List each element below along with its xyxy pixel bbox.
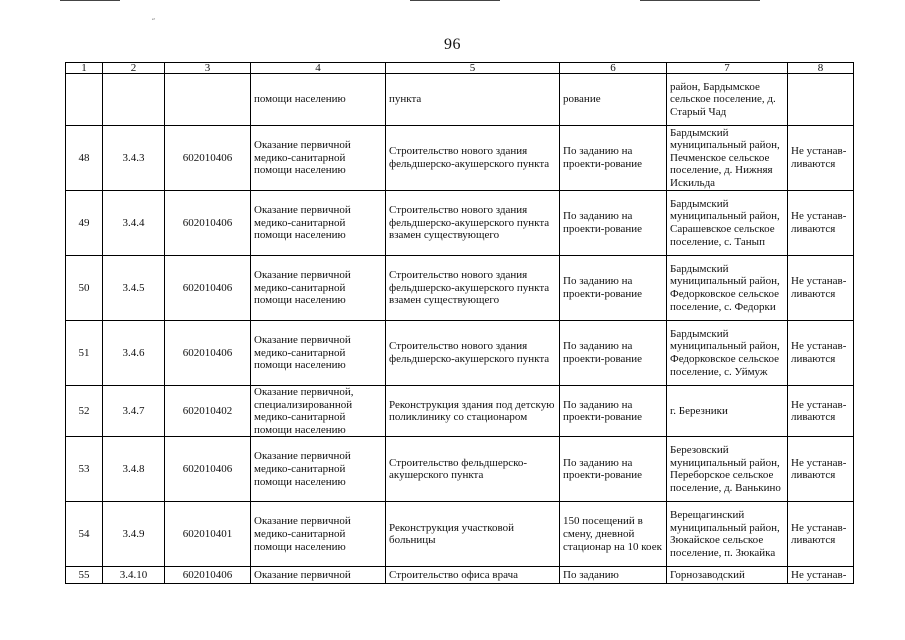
cell-purpose: Оказание первичной (251, 567, 386, 584)
cell-zone: Не устанав- (788, 567, 854, 584)
cell-purpose: Оказание первичной медико-санитарной помощи населению (251, 126, 386, 191)
top-edge-line-mid (410, 0, 500, 1)
cell-classifier: 602010406 (165, 256, 251, 321)
cell-classifier: 602010406 (165, 437, 251, 502)
cell-location: Горнозаводский (667, 567, 788, 584)
cell-zone: Не устанав-ливаются (788, 191, 854, 256)
cell-work-type: Реконструкция здания под детскую поликлинику со стационаром (386, 386, 560, 437)
cell-zone: Не устанав-ливаются (788, 386, 854, 437)
cell-number: 49 (66, 191, 103, 256)
cell-capacity: По заданию на проекти-рование (560, 437, 667, 502)
cell-work-type: Строительство нового здания фельдшерско-акушерского пункта (386, 126, 560, 191)
table-row (66, 126, 854, 191)
cell-capacity: По заданию на проекти-рование (560, 321, 667, 386)
cell-purpose: помощи населению (251, 74, 386, 126)
cell-code (103, 74, 165, 126)
header-row (66, 63, 854, 74)
cell-number: 53 (66, 437, 103, 502)
header-cell: 7 (667, 63, 788, 74)
cell-location: Верещагинский муниципальный район, Зюкайское сельское поселение, п. Зюкайка (667, 502, 788, 567)
cell-purpose: Оказание первичной, специализированной медико-санитарной помощи населению (251, 386, 386, 437)
cell-zone (788, 74, 854, 126)
cell-location: Бардымский муниципальный район, Федорковское сельское поселение, с. Уймуж (667, 321, 788, 386)
cell-purpose: Оказание первичной медико-санитарной помощи населению (251, 321, 386, 386)
top-edge-line-left (60, 0, 120, 1)
cell-capacity: рование (560, 74, 667, 126)
page-number: 96 (444, 36, 461, 53)
cell-classifier: 602010402 (165, 386, 251, 437)
cell-zone: Не устанав-ливаются (788, 502, 854, 567)
cell-code: 3.4.9 (103, 502, 165, 567)
cell-capacity: 150 посещений в смену, дневной стационар на 10 коек (560, 502, 667, 567)
cell-zone: Не устанав-ливаются (788, 437, 854, 502)
cell-code: 3.4.10 (103, 567, 165, 584)
cell-number: 54 (66, 502, 103, 567)
cell-classifier: 602010406 (165, 126, 251, 191)
cell-capacity: По заданию на проекти-рование (560, 386, 667, 437)
cell-code: 3.4.6 (103, 321, 165, 386)
cell-location: Березовский муниципальный район, Переборское сельское поселение, д. Ванькино (667, 437, 788, 502)
cell-capacity: По заданию (560, 567, 667, 584)
header-cell: 6 (560, 63, 667, 74)
cell-code: 3.4.7 (103, 386, 165, 437)
table-row (66, 502, 854, 567)
cell-capacity: По заданию на проекти-рование (560, 191, 667, 256)
table-row (66, 567, 854, 584)
cell-zone: Не устанав-ливаются (788, 256, 854, 321)
cell-capacity: По заданию на проекти-рование (560, 126, 667, 191)
cell-number: 48 (66, 126, 103, 191)
cell-work-type: Строительство нового здания фельдшерско-акушерского пункта взамен существующего (386, 191, 560, 256)
header-cell: 3 (165, 63, 251, 74)
scan-speck: ˝ (152, 17, 155, 27)
cell-capacity: По заданию на проекти-рование (560, 256, 667, 321)
cell-work-type: пункта (386, 74, 560, 126)
cell-classifier (165, 74, 251, 126)
header-cell: 2 (103, 63, 165, 74)
cell-number: 52 (66, 386, 103, 437)
cell-work-type: Строительство нового здания фельдшерско-акушерского пункта взамен существующего (386, 256, 560, 321)
cell-purpose: Оказание первичной медико-санитарной помощи населению (251, 437, 386, 502)
table-row (66, 191, 854, 256)
cell-purpose: Оказание первичной медико-санитарной помощи населению (251, 256, 386, 321)
cell-number (66, 74, 103, 126)
cell-location: г. Березники (667, 386, 788, 437)
cell-classifier: 602010401 (165, 502, 251, 567)
cell-code: 3.4.5 (103, 256, 165, 321)
table-row (66, 386, 854, 437)
header-cell: 5 (386, 63, 560, 74)
cell-number: 51 (66, 321, 103, 386)
top-edge-line-right (640, 0, 760, 1)
cell-number: 50 (66, 256, 103, 321)
table-row-continuation (66, 74, 854, 126)
table-row (66, 321, 854, 386)
cell-classifier: 602010406 (165, 567, 251, 584)
cell-classifier: 602010406 (165, 191, 251, 256)
header-cell: 1 (66, 63, 103, 74)
cell-location: Бардымский муниципальный район, Сарашевское сельское поселение, с. Танып (667, 191, 788, 256)
header-cell: 4 (251, 63, 386, 74)
cell-work-type: Строительство фельдшерско-акушерского пункта (386, 437, 560, 502)
cell-zone: Не устанав-ливаются (788, 321, 854, 386)
cell-work-type: Строительство офиса врача (386, 567, 560, 584)
cell-number: 55 (66, 567, 103, 584)
table-row (66, 256, 854, 321)
cell-code: 3.4.8 (103, 437, 165, 502)
header-cell: 8 (788, 63, 854, 74)
cell-work-type: Строительство нового здания фельдшерско-акушерского пункта (386, 321, 560, 386)
cell-location: Бардымский муниципальный район, Печменское сельское поселение, д. Нижняя Искильда (667, 126, 788, 191)
cell-location: Бардымский муниципальный район, Федорковское сельское поселение, с. Федорки (667, 256, 788, 321)
cell-classifier: 602010406 (165, 321, 251, 386)
cell-zone: Не устанав-ливаются (788, 126, 854, 191)
table-row (66, 437, 854, 502)
cell-work-type: Реконструкция участковой больницы (386, 502, 560, 567)
cell-purpose: Оказание первичной медико-санитарной помощи населению (251, 191, 386, 256)
cell-purpose: Оказание первичной медико-санитарной помощи населению (251, 502, 386, 567)
infrastructure-table (65, 62, 854, 584)
cell-code: 3.4.3 (103, 126, 165, 191)
cell-code: 3.4.4 (103, 191, 165, 256)
cell-location: район, Бардымское сельское поселение, д. Старый Чад (667, 74, 788, 126)
